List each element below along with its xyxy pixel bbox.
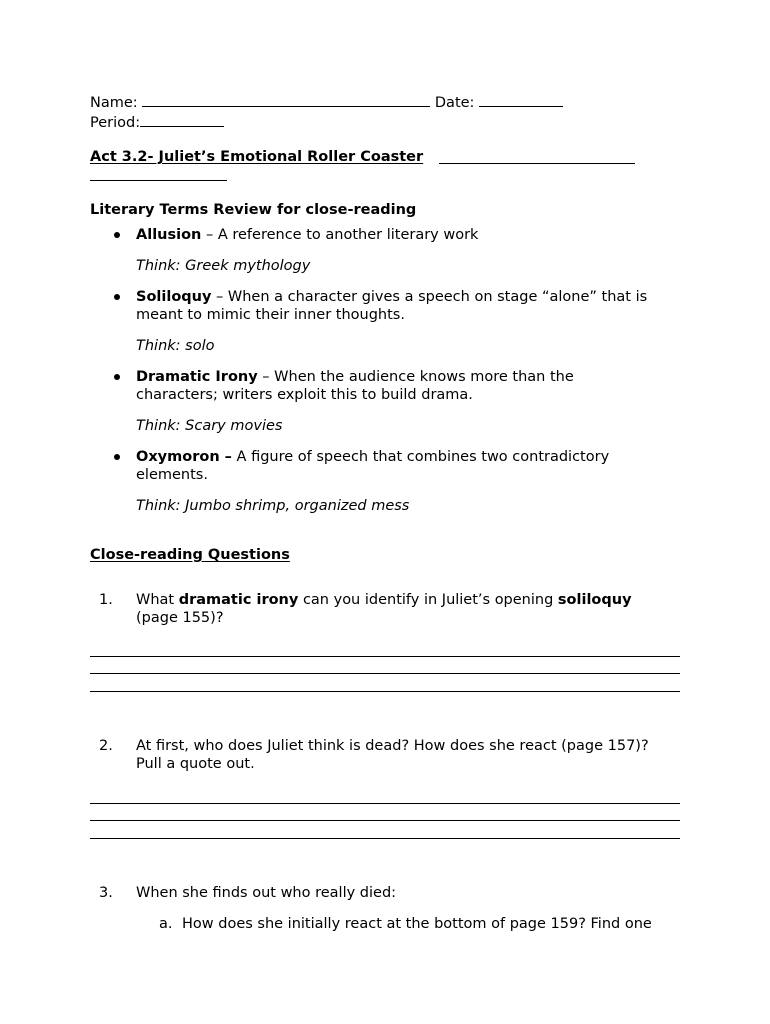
answer-line bbox=[90, 838, 680, 839]
bullet-icon bbox=[114, 454, 120, 460]
question-number: 2. bbox=[99, 738, 113, 754]
page-title: Act 3.2- Juliet’s Emotional Roller Coaster bbox=[90, 149, 424, 165]
think-soliloquy: Think: solo bbox=[136, 338, 215, 354]
bullet-icon bbox=[114, 232, 120, 238]
date-label: Date: bbox=[434, 95, 475, 111]
name-date-line bbox=[90, 93, 563, 112]
term-dramatic-irony bbox=[136, 368, 611, 404]
question-keyword: dramatic irony bbox=[178, 592, 299, 608]
answer-line bbox=[90, 803, 680, 804]
answer-line bbox=[90, 656, 680, 657]
term-name: Soliloquy bbox=[136, 289, 212, 305]
term-definition: When a character gives a speech on stage “alone” that is meant to mimic their inner thoughts. bbox=[136, 289, 648, 323]
term-definition: A reference to another literary work bbox=[217, 227, 479, 243]
period-blank bbox=[140, 113, 224, 127]
questions-heading: Close-reading Questions bbox=[90, 547, 290, 563]
term-name: Allusion bbox=[136, 227, 202, 243]
bullet-icon bbox=[114, 294, 120, 300]
think-dramatic-irony: Think: Scary movies bbox=[136, 418, 283, 434]
question-text: can you identify in Juliet’s opening bbox=[298, 592, 558, 608]
term-soliloquy bbox=[136, 288, 676, 324]
period-line bbox=[90, 113, 224, 132]
subquestion-a-text: How does she initially react at the bottom of page 159? Find one bbox=[182, 916, 652, 932]
subquestion-letter: a. bbox=[159, 916, 173, 932]
question-number: 1. bbox=[99, 592, 113, 608]
term-separator: – bbox=[257, 369, 275, 385]
term-allusion bbox=[136, 226, 478, 244]
date-blank bbox=[479, 93, 563, 107]
name-blank bbox=[142, 93, 430, 107]
question-1-line-2: (page 155)? bbox=[136, 610, 224, 626]
answer-line bbox=[90, 691, 680, 692]
terms-heading: Literary Terms Review for close-reading bbox=[90, 202, 417, 218]
question-1-line-1 bbox=[136, 591, 632, 609]
answer-line bbox=[90, 820, 680, 821]
term-name: Dramatic Irony bbox=[136, 369, 258, 385]
title-underline-extension bbox=[439, 163, 635, 164]
think-oxymoron: Think: Jumbo shrimp, organized mess bbox=[136, 498, 410, 514]
name-label: Name: bbox=[90, 95, 138, 111]
question-text: What bbox=[136, 592, 179, 608]
term-separator: – bbox=[201, 227, 218, 243]
title-underline-second-line bbox=[90, 180, 227, 181]
question-3-text: When she finds out who really died: bbox=[136, 885, 397, 901]
think-allusion: Think: Greek mythology bbox=[136, 258, 311, 274]
period-label: Period: bbox=[90, 115, 141, 131]
question-2-line-2: Pull a quote out. bbox=[136, 756, 255, 772]
term-name: Oxymoron – bbox=[136, 449, 232, 465]
question-number: 3. bbox=[99, 885, 113, 901]
bullet-icon bbox=[114, 374, 120, 380]
answer-line bbox=[90, 673, 680, 674]
question-2-line-1: At first, who does Juliet think is dead? How does she react (page 157)? bbox=[136, 738, 649, 754]
term-definition: When the audience knows more than the characters; writers exploit this to build drama. bbox=[136, 369, 574, 403]
term-definition: A figure of speech that combines two contradictory elements. bbox=[136, 449, 610, 483]
term-oxymoron bbox=[136, 448, 656, 484]
question-keyword: soliloquy bbox=[557, 592, 632, 608]
term-separator: – bbox=[211, 289, 228, 305]
